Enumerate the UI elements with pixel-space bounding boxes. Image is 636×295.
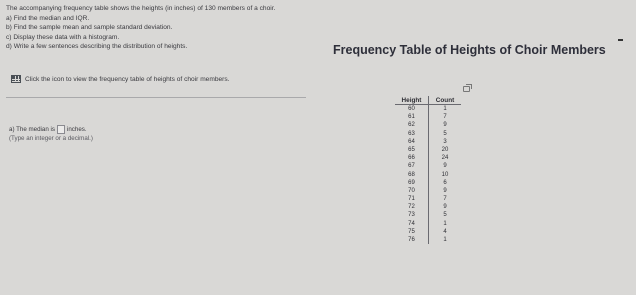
minimize-icon[interactable] <box>618 39 623 41</box>
part-c-text: c) Display these data with a histogram. <box>6 33 120 41</box>
icon-instruction: Click the icon to view the frequency table of heights of choir members. <box>25 75 230 83</box>
table-row <box>395 203 461 211</box>
table-row <box>395 138 461 146</box>
table-row <box>395 171 461 179</box>
count-cell: 9 <box>428 203 461 211</box>
table-body <box>395 105 461 244</box>
height-cell: 60 <box>408 106 415 112</box>
median-prefix: a) The median is <box>9 126 55 133</box>
count-cell: 24 <box>428 154 461 162</box>
answer-hint: (Type an integer or a decimal.) <box>9 135 93 142</box>
table-row <box>395 121 461 129</box>
median-input[interactable] <box>57 125 65 134</box>
height-cell: 66 <box>408 155 415 162</box>
height-cell: 74 <box>408 220 415 227</box>
count-cell: 5 <box>428 211 461 219</box>
height-cell: 76 <box>408 237 415 243</box>
height-cell: 70 <box>408 187 415 194</box>
height-cell: 65 <box>408 146 415 153</box>
median-suffix: inches. <box>66 126 87 133</box>
problem-intro: The accompanying frequency table shows the heights (in inches) of 130 members of a choir. <box>6 5 276 12</box>
part-b-text: b) Find the sample mean and sample standard deviation. <box>6 24 173 32</box>
divider <box>6 97 306 98</box>
answer-area <box>9 125 93 143</box>
count-cell: 7 <box>428 113 461 121</box>
grid-table-icon[interactable] <box>11 75 21 83</box>
table-row <box>395 187 461 195</box>
height-cell: 62 <box>408 122 415 129</box>
part-d-text: d) Write a few sentences describing the distribution of heights. <box>6 43 188 51</box>
height-cell: 64 <box>408 138 415 145</box>
count-cell: 9 <box>428 187 461 195</box>
table-row <box>395 162 461 170</box>
table-row <box>395 236 461 244</box>
height-cell: 73 <box>408 212 415 219</box>
table-row <box>395 146 461 154</box>
count-cell: 4 <box>428 228 461 236</box>
table-row <box>395 130 461 138</box>
height-cell: 61 <box>408 114 415 121</box>
table-row <box>395 105 461 113</box>
height-cell: 63 <box>408 130 415 137</box>
height-cell: 69 <box>408 179 415 186</box>
median-answer-line <box>9 125 93 134</box>
height-cell: 72 <box>408 204 415 211</box>
table-row <box>395 154 461 162</box>
height-cell: 71 <box>408 196 415 203</box>
count-cell: 1 <box>428 105 461 113</box>
count-cell: 6 <box>428 179 461 187</box>
count-cell: 7 <box>428 195 461 203</box>
height-cell: 68 <box>408 171 415 178</box>
height-cell: 75 <box>408 228 415 235</box>
count-cell: 10 <box>428 171 461 179</box>
table-header <box>395 96 461 105</box>
table-row <box>395 211 461 219</box>
table-row <box>395 179 461 187</box>
count-cell: 9 <box>428 162 461 170</box>
count-cell: 9 <box>428 121 461 129</box>
frequency-table <box>395 96 461 244</box>
count-cell: 5 <box>428 130 461 138</box>
part-a-text: a) Find the median and IQR. <box>6 14 90 22</box>
count-cell: 3 <box>428 138 461 146</box>
problem-statement <box>6 4 336 52</box>
table-row <box>395 113 461 121</box>
table-icon-row <box>11 75 230 83</box>
table-row <box>395 195 461 203</box>
count-column-header: Count <box>428 96 461 104</box>
copy-icon[interactable] <box>463 86 470 92</box>
height-cell: 67 <box>408 163 415 170</box>
table-title: Frequency Table of Heights of Choir Members <box>333 43 606 57</box>
count-cell: 1 <box>428 220 461 228</box>
count-cell: 1 <box>428 236 461 244</box>
table-row <box>395 220 461 228</box>
table-row <box>395 228 461 236</box>
height-column-header: Height <box>401 97 422 104</box>
count-cell: 20 <box>428 146 461 154</box>
